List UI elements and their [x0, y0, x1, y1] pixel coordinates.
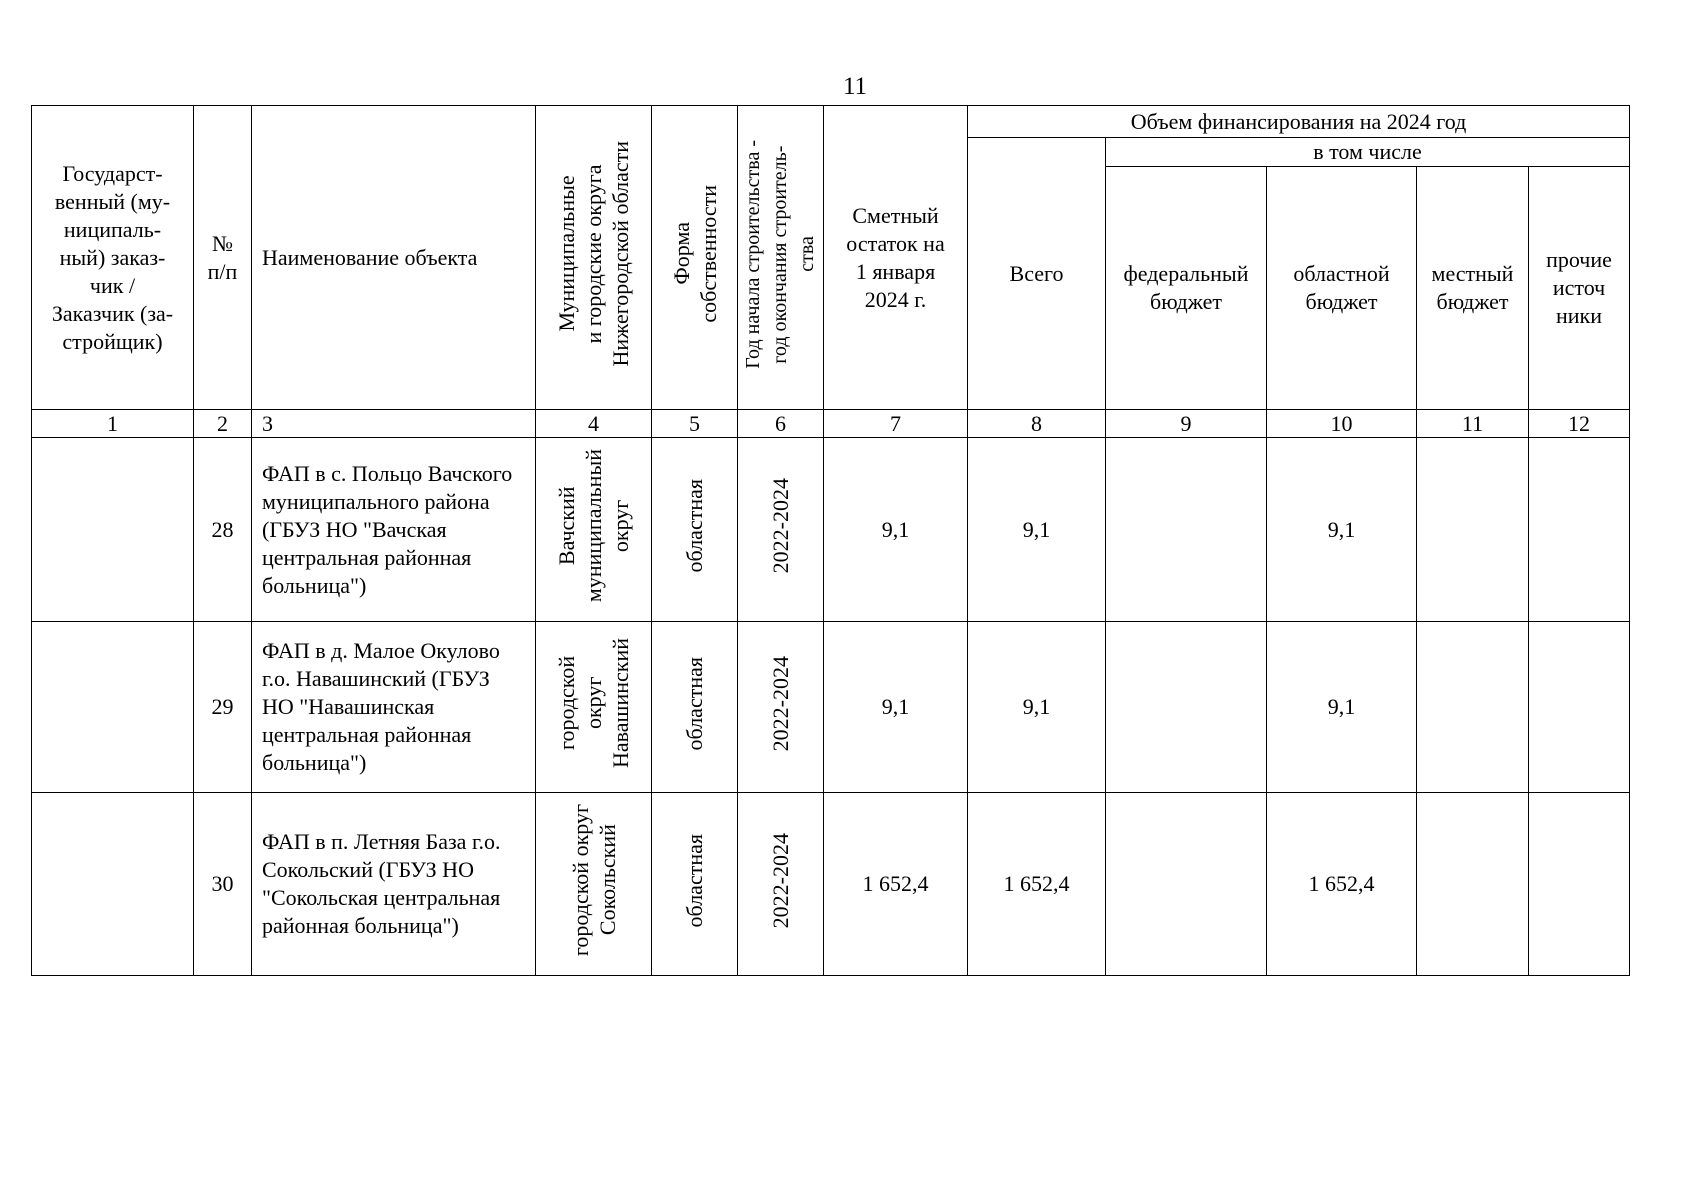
cell-municipality: городской округ Сокольский — [536, 793, 652, 976]
cell-local — [1417, 622, 1529, 793]
cell-ownership: областная — [652, 438, 738, 622]
cell-other — [1529, 793, 1630, 976]
cell-number: 29 — [194, 622, 252, 793]
cell-estimate: 1 652,4 — [824, 793, 968, 976]
cell-ownership: областная — [652, 793, 738, 976]
column-number: 3 — [252, 410, 536, 438]
column-number: 6 — [738, 410, 824, 438]
cell-municipality: Вачский муниципальный округ — [536, 438, 652, 622]
header-total: Всего — [968, 138, 1106, 410]
cell-object-name: ФАП в п. Летняя База г.о. Сокольский (ГБУЗ НО "Сокольская центральная районная больница") — [252, 793, 536, 976]
header-customer: Государст- венный (му- ниципаль- ный) заказ- чик / Заказчик (за- стройщик) — [32, 106, 194, 410]
column-number: 4 — [536, 410, 652, 438]
table-row — [32, 793, 1630, 976]
cell-number: 28 — [194, 438, 252, 622]
header-years: Год начала строительства - год окончания строитель- ства — [738, 106, 824, 410]
page-number: 11 — [842, 73, 868, 100]
header-federal: федеральный бюджет — [1106, 167, 1267, 410]
cell-estimate: 9,1 — [824, 438, 968, 622]
column-number: 10 — [1267, 410, 1417, 438]
cell-object-name: ФАП в с. Польцо Вачского муниципального района (ГБУЗ НО "Вачская центральная районная больница") — [252, 438, 536, 622]
cell-total: 9,1 — [968, 622, 1106, 793]
cell-federal — [1106, 622, 1267, 793]
cell-regional: 9,1 — [1267, 438, 1417, 622]
cell-years: 2022-2024 — [738, 438, 824, 622]
cell-total: 9,1 — [968, 438, 1106, 622]
cell-total: 1 652,4 — [968, 793, 1106, 976]
column-number: 5 — [652, 410, 738, 438]
header-estimate: Сметный остаток на 1 января 2024 г. — [824, 106, 968, 410]
header-other: прочие источ ники — [1529, 167, 1630, 410]
cell-federal — [1106, 793, 1267, 976]
cell-estimate: 9,1 — [824, 622, 968, 793]
cell-ownership: областная — [652, 622, 738, 793]
cell-other — [1529, 438, 1630, 622]
header-ownership: Форма собственности — [652, 106, 738, 410]
header-object-name: Наименование объекта — [252, 106, 536, 410]
header-funding-group: Объем финансирования на 2024 год — [968, 106, 1630, 138]
column-number: 1 — [32, 410, 194, 438]
column-numbers-row — [32, 410, 1630, 438]
cell-local — [1417, 793, 1529, 976]
column-number: 8 — [968, 410, 1106, 438]
cell-years: 2022-2024 — [738, 622, 824, 793]
cell-local — [1417, 438, 1529, 622]
header-local: местный бюджет — [1417, 167, 1529, 410]
cell-customer — [32, 438, 194, 622]
header-regional: областной бюджет — [1267, 167, 1417, 410]
column-number: 9 — [1106, 410, 1267, 438]
cell-customer — [32, 622, 194, 793]
header-including: в том числе — [1106, 138, 1630, 167]
cell-regional: 1 652,4 — [1267, 793, 1417, 976]
cell-number: 30 — [194, 793, 252, 976]
cell-customer — [32, 793, 194, 976]
cell-federal — [1106, 438, 1267, 622]
column-number: 2 — [194, 410, 252, 438]
table-row — [32, 622, 1630, 793]
cell-years: 2022-2024 — [738, 793, 824, 976]
column-number: 11 — [1417, 410, 1529, 438]
cell-object-name: ФАП в д. Малое Окулово г.о. Навашинский (ГБУЗ НО "Навашинская центральная районная больница") — [252, 622, 536, 793]
column-number: 7 — [824, 410, 968, 438]
column-number: 12 — [1529, 410, 1630, 438]
table-row — [32, 438, 1630, 622]
header-municipality: Муниципальные и городские округа Нижегородской области — [536, 106, 652, 410]
financing-table — [31, 105, 1630, 976]
cell-regional: 9,1 — [1267, 622, 1417, 793]
cell-municipality: городской округ Навашинский — [536, 622, 652, 793]
header-number: № п/п — [194, 106, 252, 410]
cell-other — [1529, 622, 1630, 793]
